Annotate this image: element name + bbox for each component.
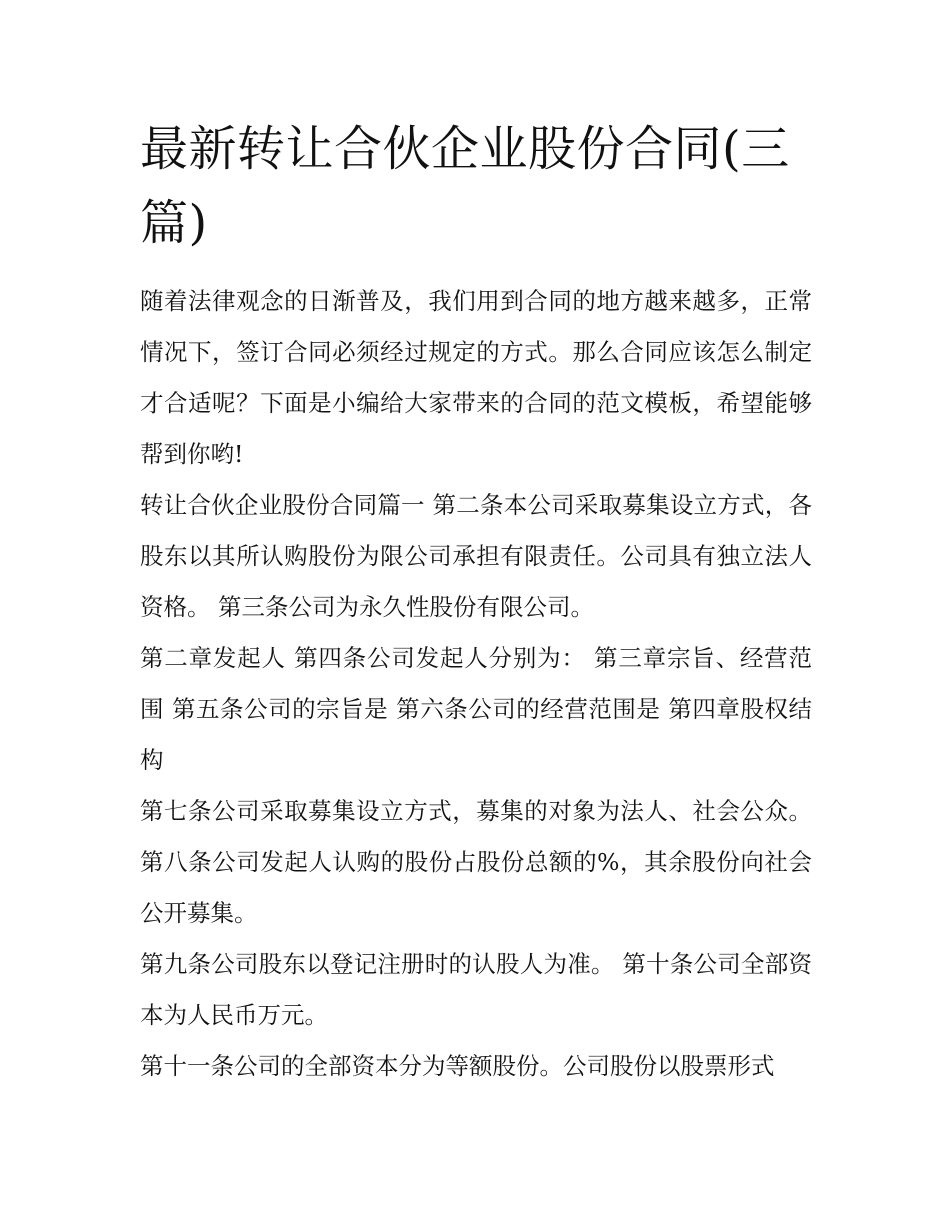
paragraph-chapter-2-4: 第二章发起人 第四条公司发起人分别为： 第三章宗旨、经营范围 第五条公司的宗旨是 第六条公司的经营范围是 第四章股权结构 <box>140 644 812 774</box>
paragraph-article-9-10: 第九条公司股东以登记注册时的认股人为准。 第十条公司全部资本为人民币万元。 <box>140 950 812 1029</box>
document-title: 最新转让合伙企业股份合同(三篇) <box>140 121 790 251</box>
paragraph-article-2-3: 转让合伙企业股份合同篇一 第二条本公司采取募集设立方式，各股东以其所认购股份为限公司承担有限责任。公司具有独立法人资格。 第三条公司为永久性股份有限公司。 <box>140 491 812 621</box>
document-body <box>140 112 812 1092</box>
paragraph-article-7-8: 第七条公司采取募集设立方式，募集的对象为法人、社会公众。 第八条公司发起人认购的股份占股份总额的%，其余股份向社会公开募集。 <box>140 797 812 927</box>
paragraph-intro: 随着法律观念的日渐普及，我们用到合同的地方越来越多，正常情况下，签订合同必须经过规定的方式。那么合同应该怎么制定才合适呢？下面是小编给大家带来的合同的范文模板，希望能够帮到你哟! <box>140 287 812 468</box>
paragraph-article-11: 第十一条公司的全部资本分为等额股份。公司股份以股票形式 <box>140 1052 775 1080</box>
